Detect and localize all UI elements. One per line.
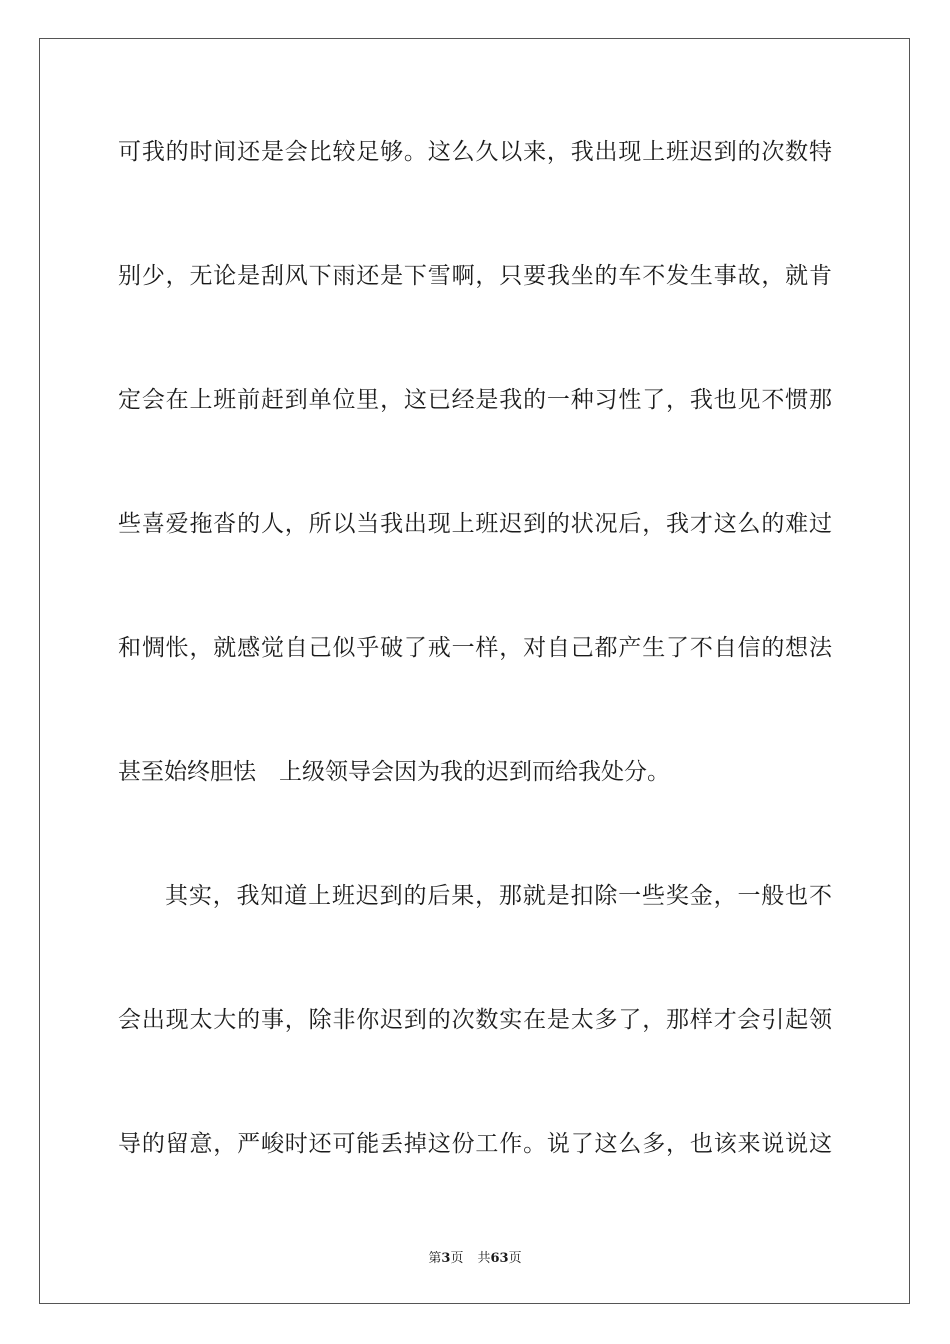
page-footer — [0, 1247, 950, 1266]
footer-total-prefix: 共 — [477, 1251, 491, 1266]
text-line-7: 其实，我知道上班迟到的后果，那就是扣除一些奖金，一般也不 — [165, 883, 832, 909]
document-body — [118, 124, 832, 1240]
footer-total-suffix: 页 — [508, 1251, 522, 1266]
text-line-3: 定会在上班前赶到单位里，这已经是我的一种习性了，我也见不惯那 — [118, 387, 832, 413]
text-line-5: 和惆怅，就感觉自己似乎破了戒一样，对自己都产生了不自信的想法 — [118, 635, 832, 661]
text-line-2: 别少，无论是刮风下雨还是下雪啊，只要我坐的车不发生事故，就肯 — [118, 263, 832, 289]
footer-page-suffix: 页 — [450, 1251, 464, 1266]
text-line-9: 导的留意，严峻时还可能丢掉这份工作。说了这么多，也该来说说这 — [118, 1131, 832, 1157]
text-line-1: 可我的时间还是会比较足够。这么久以来，我出现上班迟到的次数特 — [118, 139, 832, 165]
footer-total-number: 63 — [490, 1251, 509, 1266]
text-line-4: 些喜爱拖沓的人，所以当我出现上班迟到的状况后，我才这么的难过 — [118, 511, 832, 537]
footer-page-number: 3 — [441, 1251, 451, 1266]
text-line-8: 会出现太大的事，除非你迟到的次数实在是太多了，那样才会引起领 — [118, 1007, 832, 1033]
footer-page-prefix: 第 — [428, 1251, 442, 1266]
text-line-6: 甚至始终胆怯 上级领导会因为我的迟到而给我处分。 — [118, 759, 670, 785]
